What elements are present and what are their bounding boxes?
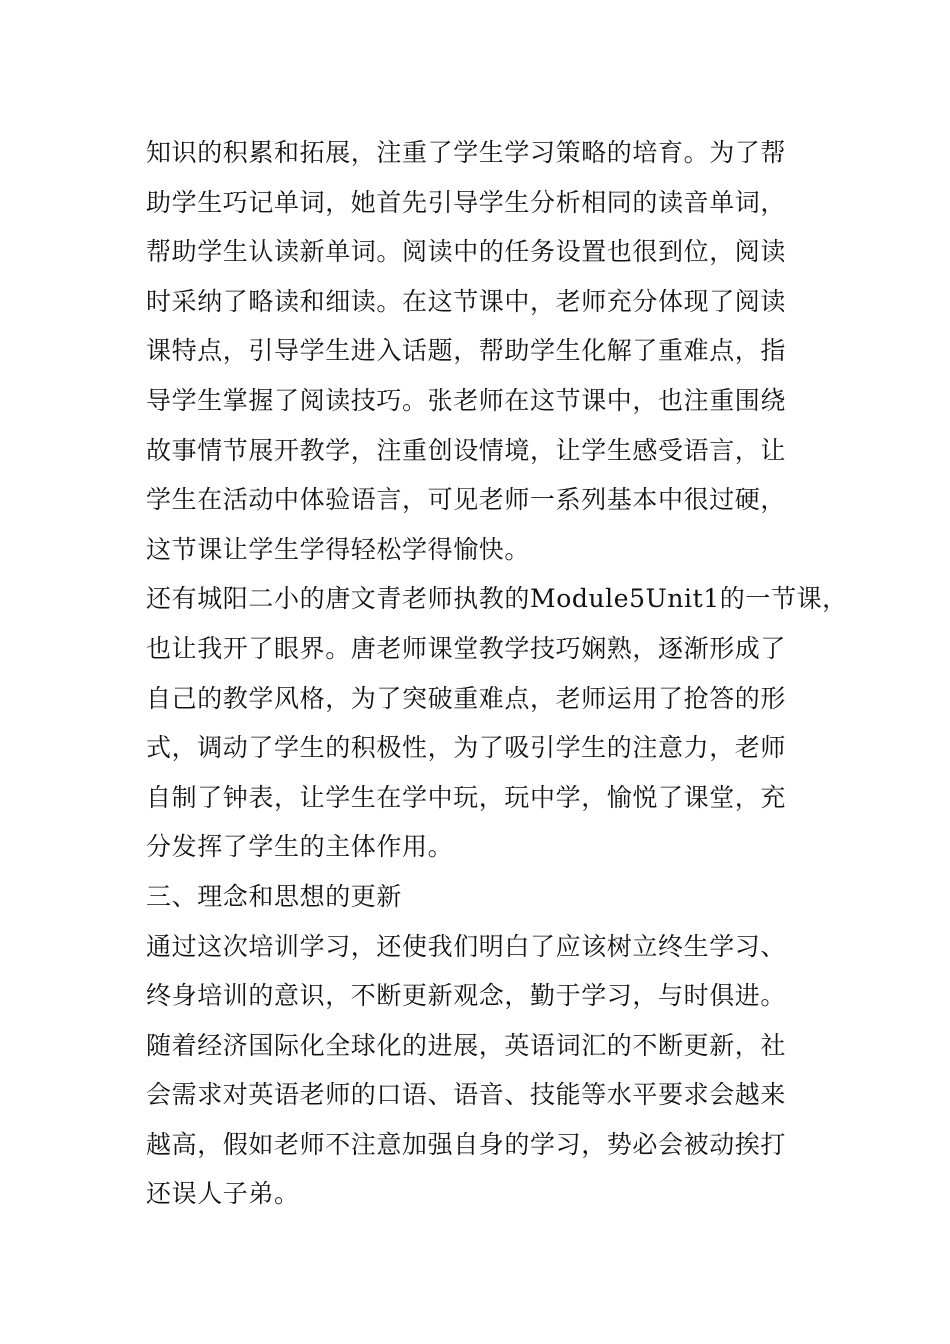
text-line: 课特点，引导学生进入话题，帮助学生化解了重难点，指 <box>146 336 787 366</box>
text-line: 时采纳了略读和细读。在这节课中，老师充分体现了阅读 <box>146 286 787 316</box>
section-heading: 三、理念和思想的更新 <box>146 881 403 911</box>
text-line: 学生在活动中体验语言，可见老师一系列基本中很过硬， <box>146 485 787 515</box>
text-line: 帮助学生认读新单词。阅读中的任务设置也很到位，阅读 <box>146 237 787 267</box>
text-line: 故事情节展开教学，注重创设情境，让学生感受语言，让 <box>146 435 787 465</box>
text-line: 会需求对英语老师的口语、语音、技能等水平要求会越来 <box>146 1080 787 1110</box>
text-line: 自己的教学风格，为了突破重难点，老师运用了抢答的形 <box>146 683 787 713</box>
text-line: 通过这次培训学习，还使我们明白了应该树立终生学习、 <box>146 931 787 961</box>
text-line: 自制了钟表，让学生在学中玩，玩中学，愉悦了课堂，充 <box>146 782 787 812</box>
text-line: 这节课让学生学得轻松学得愉快。 <box>146 534 531 564</box>
text-line: 分发挥了学生的主体作用。 <box>146 832 454 862</box>
text-line: 终身培训的意识，不断更新观念，勤于学习，与时俱进。 <box>146 981 787 1011</box>
text-line: 知识的积累和拓展，注重了学生学习策略的培育。为了帮 <box>146 138 787 167</box>
text-line: 也让我开了眼界。唐老师课堂教学技巧娴熟，逐渐形成了 <box>146 633 787 663</box>
text-line: 助学生巧记单词，她首先引导学生分析相同的读音单词， <box>146 187 787 217</box>
text-line: 随着经济国际化全球化的进展，英语词汇的不断更新，社 <box>146 1030 787 1060</box>
text-line: 还误人子弟。 <box>146 1179 300 1209</box>
text-line: 导学生掌握了阅读技巧。张老师在这节课中，也注重围绕 <box>146 385 787 415</box>
text-line: 越高，假如老师不注意加强自身的学习，势必会被动挨打 <box>146 1129 787 1159</box>
text-line: 还有城阳二小的唐文青老师执教的Module5Unit1的一节课， <box>146 584 848 614</box>
document-body <box>146 128 866 1219</box>
text-line: 式，调动了学生的积极性，为了吸引学生的注意力，老师 <box>146 733 787 763</box>
